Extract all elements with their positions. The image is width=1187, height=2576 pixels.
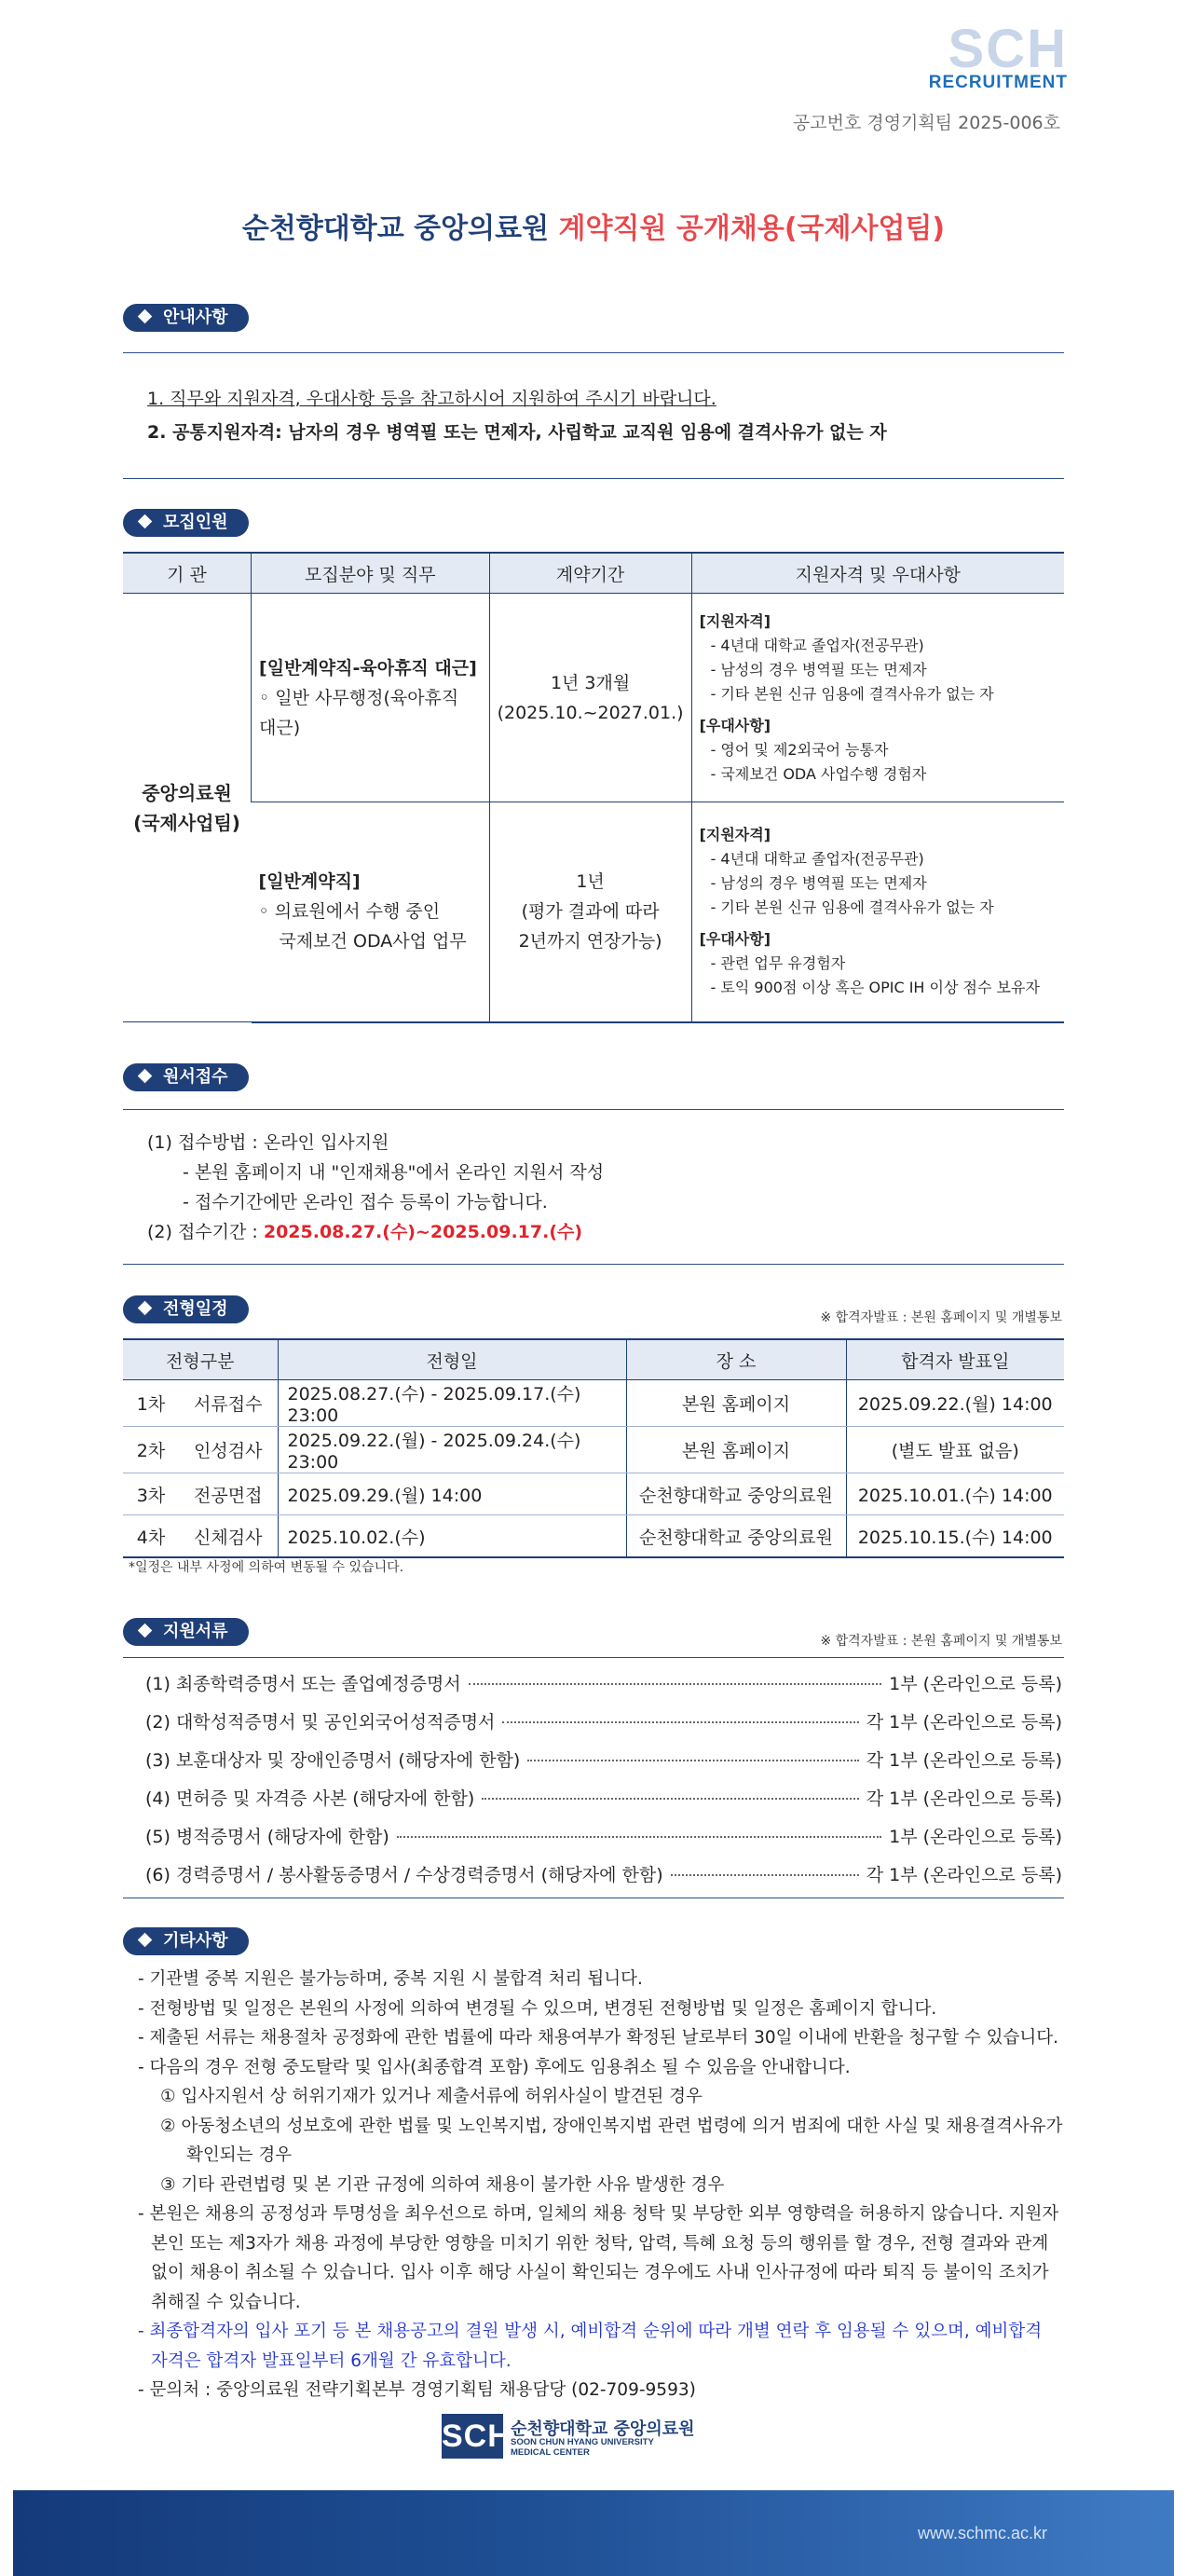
logo-mark: SCH xyxy=(948,19,1068,79)
field-cell: [일반계약직-육아휴직 대근] ◦ 일반 사무행정(육아휴직 대근) xyxy=(252,594,490,802)
divider xyxy=(123,1109,1064,1110)
misc-list: - 기관별 중복 지원은 불가능하며, 중복 지원 시 불합격 처리 됩니다. - 전형방법 및 일정은 본원의 사정에 의하여 변경될 수 있으며, 변경된 전형방법 및 일정은 홈페이지 합니다. - 제출된 서류는 채용절차 공정화에 관한 법률에 따라 채용여부가 확정된 날로부터 30일 이내에 반환을 청구할 수 있습니다. - 다음의 경우 전형 중도탈락 및 입사(최종합격 포함) 후에도 임용취소 될 수 있음을 안내합니다. ① 입사지원서 상 허위기재가 있거나 제출서류에 허위사실이 발견된 경우 ② 아동청소년의 성보호에 관한 법률 및 노인복지법, 장애인복지법 관련 법령에 의거 범죄에 대한 사실 및 채용결격사유가 확인되는 경우 ③ 기타 관련법령 및 본 기관 규정에 의하여 채용이 불가한 사유 발생한 경우 - 본원은 채용의 공정성과 투명성을 최우선으로 하며, 일체의 채용 청탁 및 부당한 외부 영향력을 허용하지 않습니다. 지원자 본인 또는 제3자가 채용 과정에 부당한 영향을 미치기 위한 청탁, 압력, 특혜 요청 등의 행위를 할 경우, 전형 결과와 관계 없이 채용이 취소될 수 있습니다. 입사 이후 해당 사실이 확인되는 경우에도 사내 인사규정에 따라 퇴직 등 불이익 조치가 취해질 수 있습니다. - 최종합격자의 입사 포기 등 본 채용공고의 결원 발생 시, 예비합격 순위에 따라 개별 연락 후 임용될 수 있으며, 예비합격 자격은 합격자 발표일부터 6개월 간 유효합니다. - 문의처 : 중앙의료원 전략기획본부 경영기획팀 채용담당 (02-709-9593) xyxy=(138,1969,1063,2400)
diamond-icon xyxy=(138,309,153,324)
list-item: (5) 병적증명서 (해당자에 한함) 1부 (온라인으로 등록) xyxy=(145,1827,1062,1847)
col-header: 장 소 xyxy=(626,1339,846,1380)
list-item: (2) 대학성적증명서 및 공인외국어성적증명서 각 1부 (온라인으로 등록) xyxy=(145,1712,1062,1733)
section-badge-schedule: 전형일정 xyxy=(123,1295,249,1323)
table-row xyxy=(123,594,1064,802)
list-item: (6) 경력증명서 / 봉사활동증명서 / 수상경력증명서 (해당자에 한함) 각 1부 (온라인으로 등록) xyxy=(145,1865,1062,1885)
col-header: 전형구분 xyxy=(123,1339,278,1380)
notice-number: 공고번호 경영기획팀 2025-006호 xyxy=(792,113,1060,133)
apply-method: (1) 접수방법 : 온라인 입사지원 xyxy=(147,1132,389,1153)
table-header-row xyxy=(123,1339,1064,1380)
list-item: (4) 면허증 및 자격증 사본 (해당자에 한함) 각 1부 (온라인으로 등록) xyxy=(145,1788,1062,1809)
apply-period: (2) 접수기간 : 2025.08.27.(수)~2025.09.17.(수) xyxy=(147,1222,583,1242)
diamond-icon xyxy=(138,1301,153,1316)
apply-period-value: 2025.08.27.(수)~2025.09.17.(수) xyxy=(263,1222,583,1242)
sch-logo: SCH xyxy=(442,2414,503,2459)
schedule-table xyxy=(123,1338,1064,1558)
qualification-cell: [지원자격] - 4년대 대학교 졸업자(전공무관) - 남성의 경우 병역필 또는 면제자 - 기타 본원 신규 임용에 결격사유가 없는 자 [우대사항] - 관련 업무 유경험자 - 토익 900점 이상 혹은 OPIC IH 이상 점수 보유자 xyxy=(691,802,1064,1022)
col-header: 합격자 발표일 xyxy=(846,1339,1064,1380)
table-header-row xyxy=(123,553,1064,594)
section-badge-recruit: 모집인원 xyxy=(123,509,249,537)
diamond-icon xyxy=(138,1624,153,1638)
col-header: 모집분야 및 직무 xyxy=(252,553,490,594)
section-badge-misc: 기타사항 xyxy=(123,1927,249,1955)
col-header: 지원자격 및 우대사항 xyxy=(691,553,1064,594)
page-title xyxy=(0,205,1187,246)
recruit-table xyxy=(123,552,1064,1023)
table-row xyxy=(123,802,1064,1022)
col-header: 전형일 xyxy=(278,1339,626,1380)
list-item: (3) 보훈대상자 및 장애인증명서 (해당자에 한함) 각 1부 (온라인으로 등록) xyxy=(145,1750,1062,1771)
table-row: 1차 서류접수 2025.08.27.(수) - 2025.09.17.(수) 23:00 본원 홈페이지 2025.09.22.(월) 14:00 xyxy=(123,1380,1064,1427)
schedule-footnote: *일정은 내부 사정에 의하여 변동될 수 있습니다. xyxy=(129,1560,404,1575)
col-header: 계약기간 xyxy=(489,553,691,594)
guide-line-1: 1. 직무와 지원자격, 우대사항 등을 참고하시어 지원하여 주시기 바랍니다. xyxy=(147,389,716,409)
table-row: 3차 전공면접 2025.09.29.(월) 14:00 순천향대학교 중앙의료원 2025.10.01.(수) 14:00 xyxy=(123,1473,1064,1515)
org-cell: 중앙의료원 (국제사업팀) xyxy=(123,594,252,1022)
diamond-icon xyxy=(138,1069,153,1084)
table-row: 2차 인성검사 2025.09.22.(월) - 2025.09.24.(수) 23:00 본원 홈페이지 (별도 발표 없음) xyxy=(123,1427,1064,1473)
col-header: 기 관 xyxy=(123,553,252,594)
footer-org-en: SOON CHUN HYANG UNIVERSITY MEDICAL CENTER xyxy=(511,2437,654,2458)
apply-sub-2: - 접수기간에만 온라인 접수 등록이 가능합니다. xyxy=(183,1192,548,1213)
title-main: 순천향대학교 중앙의료원 xyxy=(241,212,550,245)
field-cell: [일반계약직] ◦ 의료원에서 수행 중인 국제보건 ODA사업 업무 xyxy=(252,802,490,1022)
section-badge-apply: 원서접수 xyxy=(123,1063,249,1091)
footer-url[interactable]: www.schmc.ac.kr xyxy=(917,2524,1047,2542)
section-badge-guide: 안내사항 xyxy=(123,304,249,332)
apply-sub-1: - 본원 홈페이지 내 "인재채용"에서 온라인 지원서 작성 xyxy=(183,1162,605,1183)
table-row: 4차 신체검사 2025.10.02.(수) 순천향대학교 중앙의료원 2025.10.15.(수) 14:00 xyxy=(123,1515,1064,1558)
divider xyxy=(123,478,1064,479)
diamond-icon xyxy=(138,514,153,529)
logo-subtitle: RECRUITMENT xyxy=(928,73,1068,92)
divider xyxy=(123,1264,1064,1265)
divider xyxy=(123,1657,1064,1658)
title-accent: 계약직원 공개채용(국제사업팀) xyxy=(558,212,946,245)
footer-org-name: 순천향대학교 중앙의료원 xyxy=(511,2419,695,2439)
period-cell: 1년 (평가 결과에 따라 2년까지 연장가능) xyxy=(489,802,691,1022)
qualification-cell: [지원자격] - 4년대 대학교 졸업자(전공무관) - 남성의 경우 병역필 또는 면제자 - 기타 본원 신규 임용에 결격사유가 없는 자 [우대사항] - 영어 및 제2외국어 능통자 - 국제보건 ODA 사업수행 경험자 xyxy=(691,594,1064,802)
diamond-icon xyxy=(138,1933,153,1948)
divider xyxy=(123,352,1064,353)
list-item: (1) 최종학력증명서 또는 졸업예정증명서 1부 (온라인으로 등록) xyxy=(145,1674,1062,1694)
documents-note: ※ 합격자발표 : 본원 홈페이지 및 개별통보 xyxy=(820,1634,1062,1649)
period-cell: 1년 3개월 (2025.10.~2027.01.) xyxy=(489,594,691,802)
sch-recruitment-logo xyxy=(928,19,1068,93)
schedule-note: ※ 합격자발표 : 본원 홈페이지 및 개별통보 xyxy=(820,1310,1062,1325)
guide-line-2: 2. 공통지원자격: 남자의 경우 병역필 또는 면제자, 사립학교 교직원 임용에 결격사유가 없는 자 xyxy=(147,422,887,443)
section-badge-documents: 지원서류 xyxy=(123,1618,249,1646)
